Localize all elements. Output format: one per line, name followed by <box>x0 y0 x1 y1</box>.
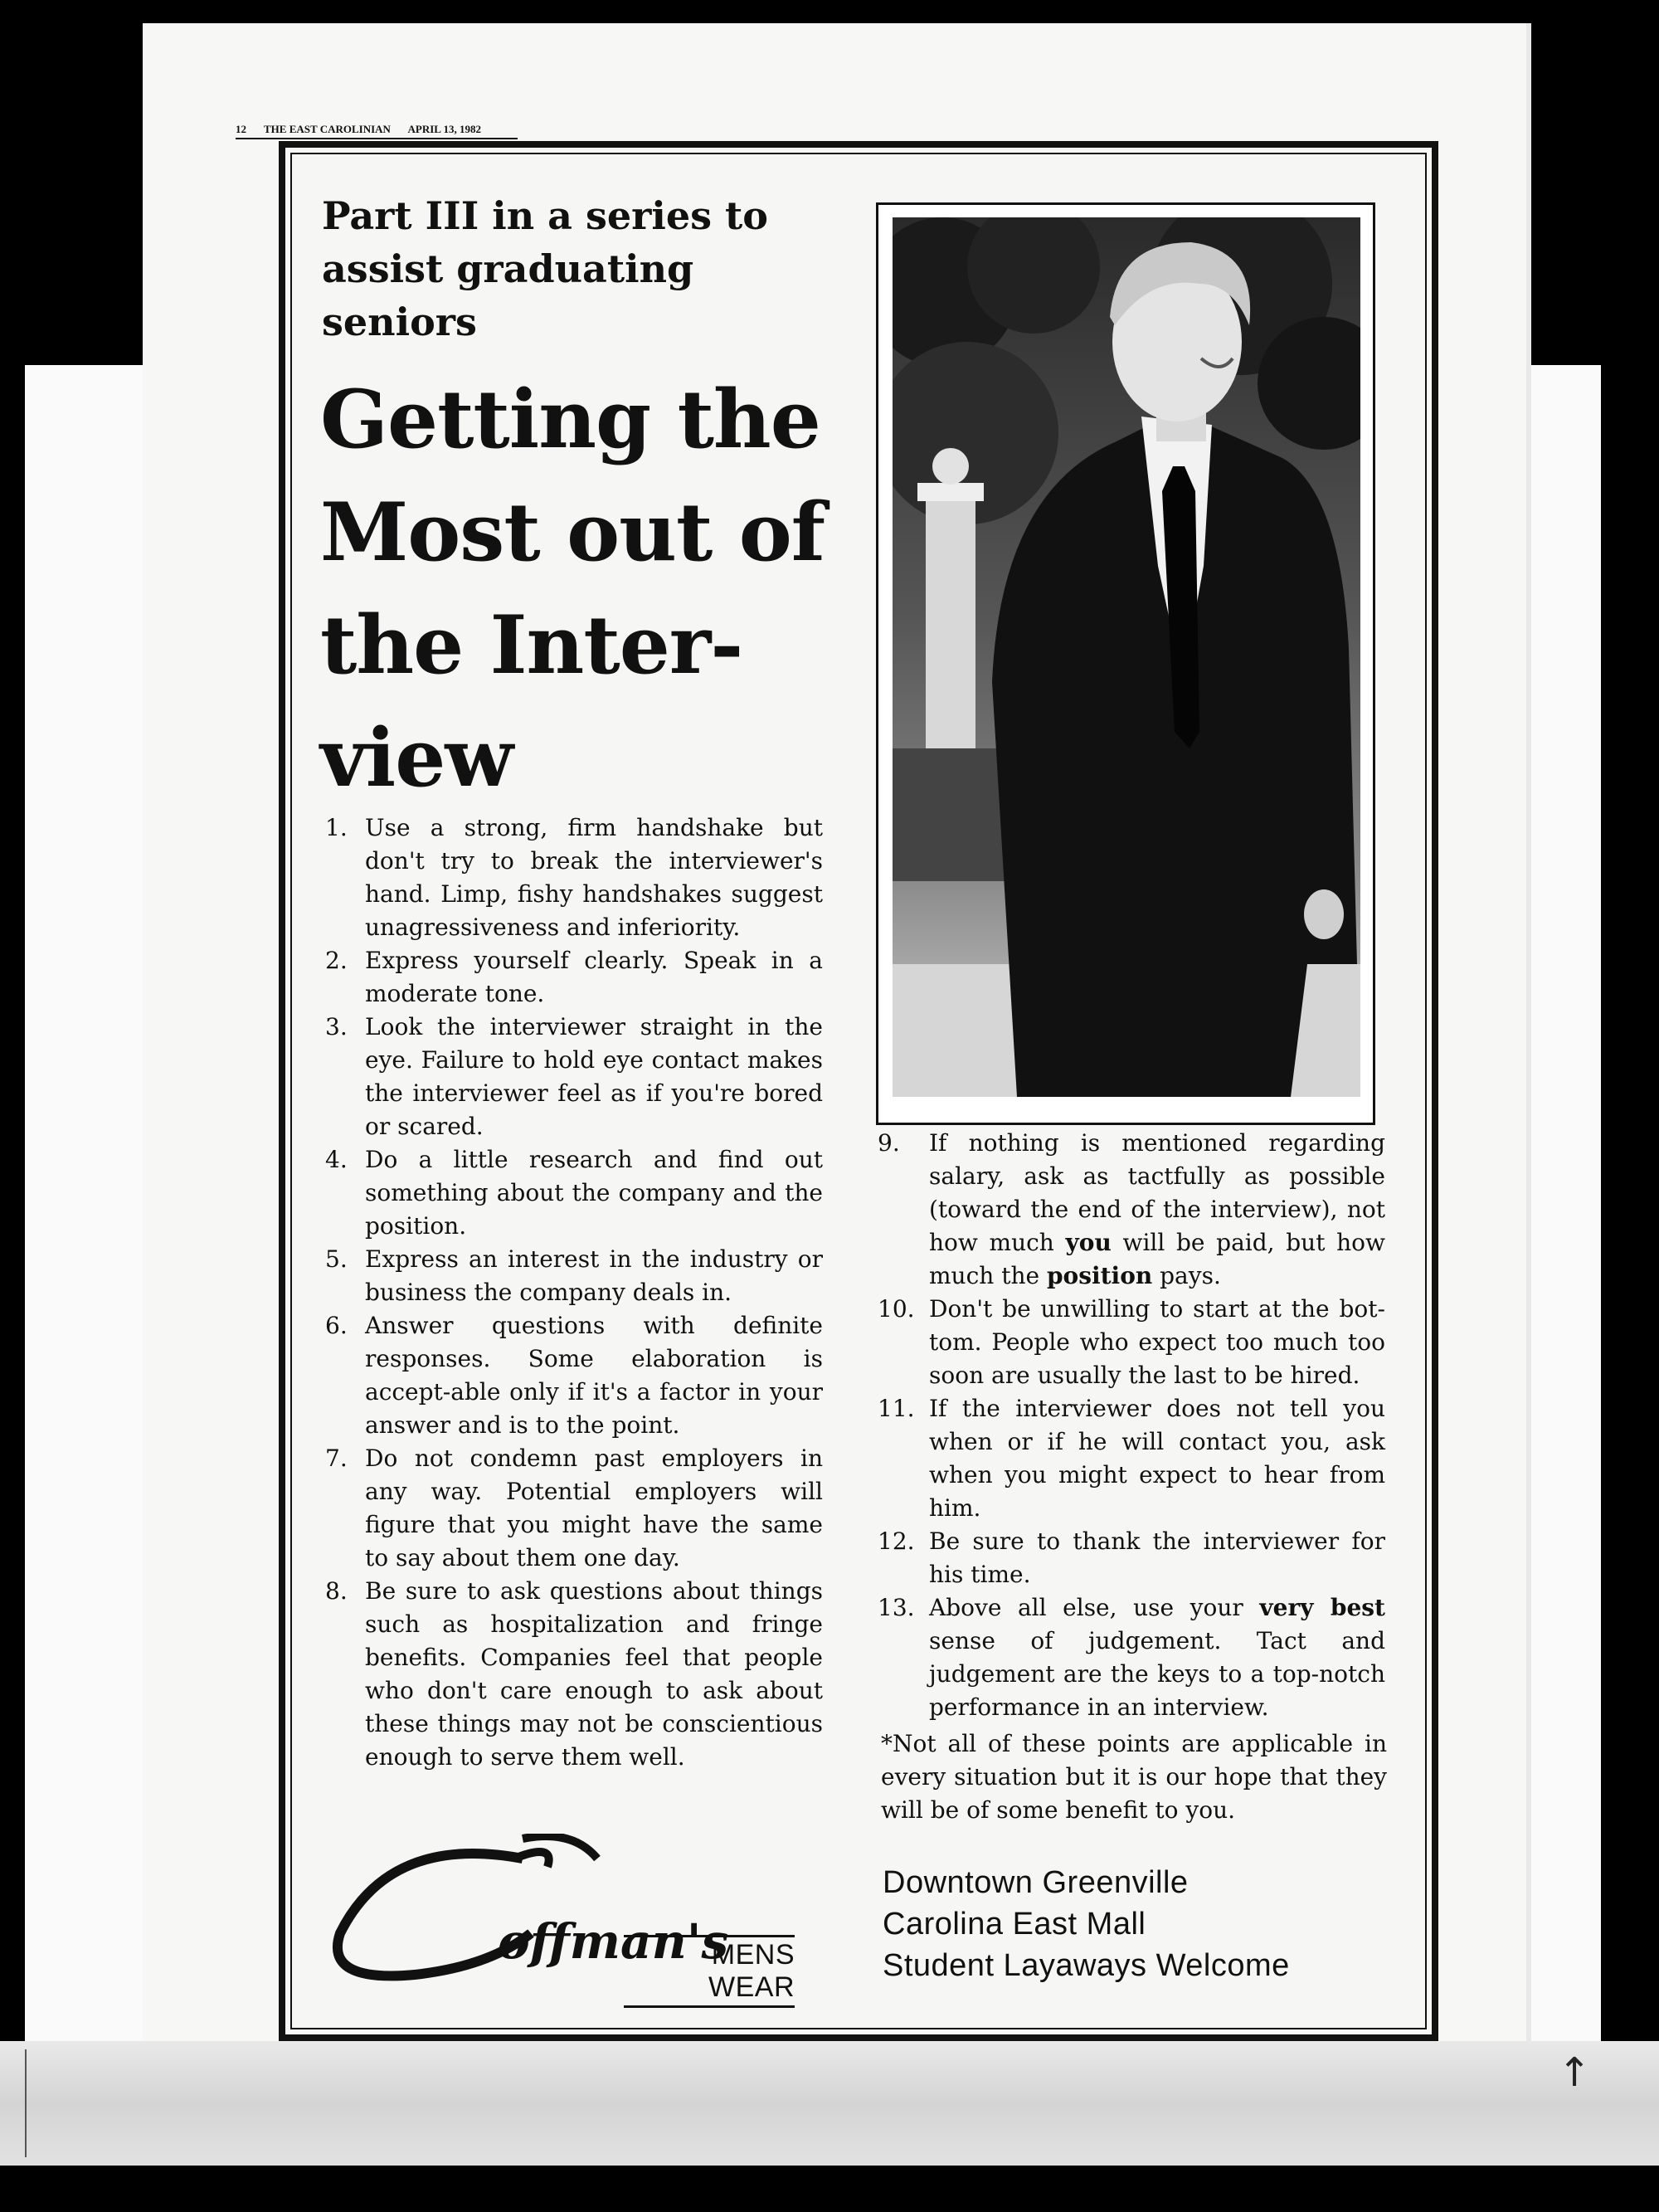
tip-item <box>325 1011 823 1143</box>
tip-text: Answer questions with definite responses. Some elaboration is accept-able only if it's a factor in your answer and is to the point. <box>365 1312 823 1439</box>
tips-list-left <box>325 811 823 1774</box>
tip-item <box>878 1293 1385 1392</box>
tip-text: pays. <box>1152 1262 1221 1289</box>
tip-number: 4. <box>325 1146 348 1173</box>
series-kicker: Part III in a series to assist graduating seniors <box>322 193 768 344</box>
tips-list-right <box>878 1127 1385 1724</box>
location-line: Downtown Greenville <box>883 1865 1189 1900</box>
disclaimer-note: *Not all of these points are applicable in every situation but it is our hope that they will be of some benefit to you. <box>881 1730 1387 1824</box>
tip-text: Be sure to thank the interviewer for his time. <box>929 1527 1385 1588</box>
tip-number: 11. <box>878 1395 915 1422</box>
tip-item <box>325 1243 823 1309</box>
issue-date: APRIL 13, 1982 <box>407 123 481 135</box>
tip-text: Use a strong, firm handshake but don't try to break the interviewer's hand. Limp, fishy handshakes suggest unagressiveness and inferiority. <box>365 814 823 941</box>
tip-item <box>325 1575 823 1774</box>
tip-number: 5. <box>325 1245 348 1273</box>
tip-emphasis: very best <box>1259 1594 1385 1621</box>
svg-text:offman's: offman's <box>498 1913 729 1970</box>
tip-item <box>878 1591 1385 1724</box>
tip-item <box>325 1143 823 1243</box>
scan-edge-mark <box>25 2049 93 2157</box>
tip-number: 3. <box>325 1013 348 1040</box>
tip-number: 12. <box>878 1527 915 1555</box>
tip-text: Look the interviewer straight in the eye. Failure to hold eye contact makes the interviewer feel as if you're bored or scared. <box>365 1013 823 1140</box>
page-number: 12 <box>236 123 246 135</box>
tip-text: Express an interest in the industry or business the company deals in. <box>365 1245 823 1306</box>
tip-item <box>878 1127 1385 1293</box>
tip-item <box>325 944 823 1011</box>
tip-text: If nothing is mentioned regarding salary, ask as tactfully as possible (toward the end of the interview), not how much <box>929 1129 1385 1256</box>
tip-item <box>878 1392 1385 1525</box>
ad-headline: Getting the Most out of the Inter-view <box>320 373 825 805</box>
tip-item <box>878 1525 1385 1591</box>
up-arrow-icon: ↑ <box>1558 2049 1592 2096</box>
tip-text: Express yourself clearly. Speak in a moderate tone. <box>365 947 823 1007</box>
tip-text: will be paid, but how much the <box>929 1229 1385 1289</box>
newspaper-name: THE EAST CAROLINIAN <box>264 123 391 135</box>
tip-number: 6. <box>325 1312 348 1339</box>
tip-text: Do not condemn past employers in any way. Potential employers will figure that you might have the same to say about them one day. <box>365 1445 823 1571</box>
tip-text: Do a little research and find out something about the company and the position. <box>365 1146 823 1240</box>
scan-margin <box>0 2041 1659 2166</box>
tip-number: 9. <box>878 1129 900 1157</box>
tip-text: Be sure to ask questions about things such as hospitalization and fringe benefits. Companies feel that people who don't care enough to ask about these things may not be conscientious enough to serve them well. <box>365 1577 823 1771</box>
model-photo <box>893 217 1360 1097</box>
logo-tagline: MENS WEAR <box>624 1935 795 2008</box>
tip-item <box>325 811 823 944</box>
tip-text: If the interviewer does not tell you when or if he will contact you, ask when you might expect to hear from him. <box>929 1395 1385 1522</box>
tip-number: 13. <box>878 1594 915 1621</box>
tip-text: sense of judgement. Tact and judgement are the keys to a top-notch performance in an interview. <box>929 1627 1385 1721</box>
tip-emphasis: position <box>1046 1262 1153 1289</box>
tip-number: 8. <box>325 1577 348 1605</box>
tip-item <box>325 1309 823 1442</box>
page-folio <box>236 123 518 139</box>
tip-text: Don't be unwilling to start at the bot-tom. People who expect too much too soon are usually the last to be hired. <box>929 1295 1385 1389</box>
tip-number: 7. <box>325 1445 348 1472</box>
tip-emphasis: you <box>1065 1229 1112 1256</box>
tip-number: 10. <box>878 1295 915 1323</box>
location-line: Carolina East Mall <box>883 1907 1146 1942</box>
tip-text: Above all else, use your <box>929 1594 1260 1621</box>
tip-item <box>325 1442 823 1575</box>
tip-number: 2. <box>325 947 348 974</box>
store-locations <box>883 1862 1397 1986</box>
location-line: Student Layaways Welcome <box>883 1948 1290 1983</box>
tip-number: 1. <box>325 814 348 841</box>
